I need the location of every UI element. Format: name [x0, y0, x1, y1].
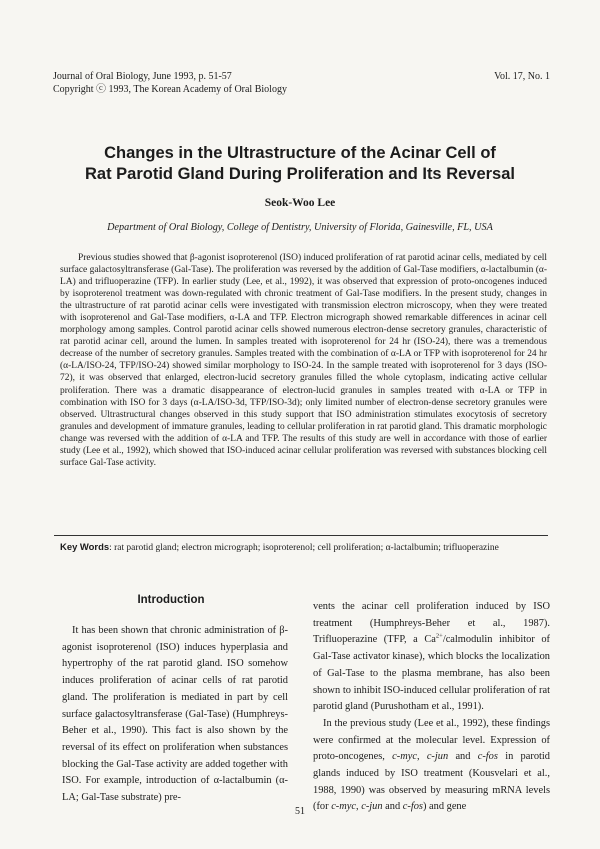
text-run: and: [448, 751, 478, 763]
author-name: Seok-Woo Lee: [264, 197, 336, 209]
page-number: 51: [295, 806, 305, 817]
gene-name: c-fos: [477, 751, 498, 763]
volume-info: Vol. 17, No. 1: [494, 71, 550, 82]
intro-paragraph-1: It has been shown that chronic administration of β-agonist isoproterenol (ISO) induces hyperplasia and hypertrophy of the rat parotid gland. ISO somehow induces proliferation of acinar cells of rat parotid gland. The proliferation is mediated in part by cell surface galactosyltransferase (Gal-Tase) (Humphreys-Beher et al., 1990). This fact is also shown by the reversal of its effect on proliferation when substances blocking the Gal-Tase activity are added together with ISO. For example, introduction of α-lactalbumin (α-LA; Gal-Tase substrate) pre-: [62, 625, 288, 804]
author-affiliation: Department of Oral Biology, College of Dentistry, University of Florida, Gainesville, FL, USA: [107, 222, 493, 233]
superscript: 2+: [435, 632, 443, 640]
keywords-text: : rat parotid gland; electron micrograph; isoproterenol; cell proliferation; α-lactalbumin; trifluoperazine: [109, 543, 499, 553]
text-run: In the previous study (Lee et al., 1992), these findings were confirmed at the molecular level. Expression of proto-oncogenes,: [313, 717, 550, 763]
keywords-label: Key Words: [60, 542, 110, 553]
title-line-2: Rat Parotid Gland During Proliferation and Its Reversal: [85, 165, 515, 183]
text-run: in parotid glands induced by ISO treatment (Kousvelari et al., 1988, 1990) was observed by measuring mRNA levels (for: [313, 751, 550, 813]
gene-name: c-fos: [402, 801, 423, 813]
text-run: /calmodulin inhibitor of Gal-Tase activator kinase), which blocks the localization of Gal-Tase to the plasma membrane, has also been shown to inhibit ISO-induced cellular proliferation of rat parotid gland (Purushotham et al., 1991).: [313, 634, 550, 713]
copyright-line: Copyright ⓒ 1993, The Korean Academy of Oral Biology: [53, 83, 287, 95]
keywords: [60, 542, 547, 554]
text-run: ,: [416, 751, 427, 763]
abstract: Previous studies showed that β-agonist isoproterenol (ISO) induced proliferation of rat parotid acinar cells, mediated by cell surface galactosyltransferase (Gal-Tase). The proliferation was reversed by the addition of Gal-Tase modifiers, α-lactalbumin (α-LA) and trifluoperazine (TFP). In earlier study (Lee, et al., 1992), it was observed that expression of proto-oncogenes induced by isoproterenol treatment was down-regulated with chronic treatment of Gal-Tase modifiers. In the present study, changes in the ultrastructure of rat parotid acinar cells were investigated with transmission electron microscopy, when they were treated with isoproterenol and Gal-Tase modifiers, α-LA and TFP. Electron micrograph showed remarkable differences in acinar cell morphology among samples. Control parotid acinar cells showed numerous electron-dense secretory granules, characteristic of rat parotid acinar cell, around the lumen. In samples treated with isoproterenol for 24 hr (ISO-24), there was a tremendous decrease of the number of secretory granules. Samples treated with the combination of α-LA or TFP with isoproterenol for 24 hr (α-LA/ISO-24, TFP/ISO-24) showed similar morphology to ISO-24. In the sample treated with isoproterenol for 3 days (ISO-72), it was observed that enlarged, electron-lucid secretory granules filled the whole cytoplasm, indicating active cellular proliferation. There was a dramatic disappearance of electron-lucid granules in samples treated with α-LA or TFP in combination with ISO for 3 days (α-LA/ISO-3d, TFP/ISO-3d); only limited number of electron-dense secretory granules were observed. Ultrastructural changes observed in this study support that ISO administration stimulates exocytosis of secretory granules and development of immature granules, leading to cellular proliferation in rat parotid gland. This dramatic morphologic change was reversed with the addition of α-LA and TFP. The results of this study are well in accordance with those of earlier study (Lee et al., 1992), which showed that ISO-induced acinar cellular proliferation was reversed with substances blocking cell surface Gal-Tase activity.: [60, 253, 547, 468]
section-divider: [54, 535, 548, 536]
article-title: [40, 143, 560, 185]
text-run: ,: [356, 801, 362, 813]
body-column-right: [313, 599, 550, 816]
text-run: and: [382, 801, 403, 813]
gene-name: c-jun: [426, 751, 449, 763]
gene-name: c-myc: [392, 751, 417, 763]
journal-line: Journal of Oral Biology, June 1993, p. 51-57: [53, 71, 232, 82]
gene-name: c-myc: [331, 801, 356, 813]
text-run: ) and gene: [422, 801, 467, 813]
intro-paragraph-1-cont: [313, 599, 550, 716]
journal-citation: [53, 71, 287, 96]
introduction-heading: Introduction: [137, 594, 205, 606]
body-column-left: [62, 623, 288, 807]
text-run: vents the acinar cell proliferation induced by ISO treatment (Humphreys-Beher et al., 1987). Trifluoperazine (TFP, a Ca: [313, 601, 550, 646]
gene-name: c-jun: [361, 801, 383, 813]
title-line-1: Changes in the Ultrastructure of the Acinar Cell of: [104, 144, 496, 162]
intro-paragraph-2: [313, 716, 550, 816]
